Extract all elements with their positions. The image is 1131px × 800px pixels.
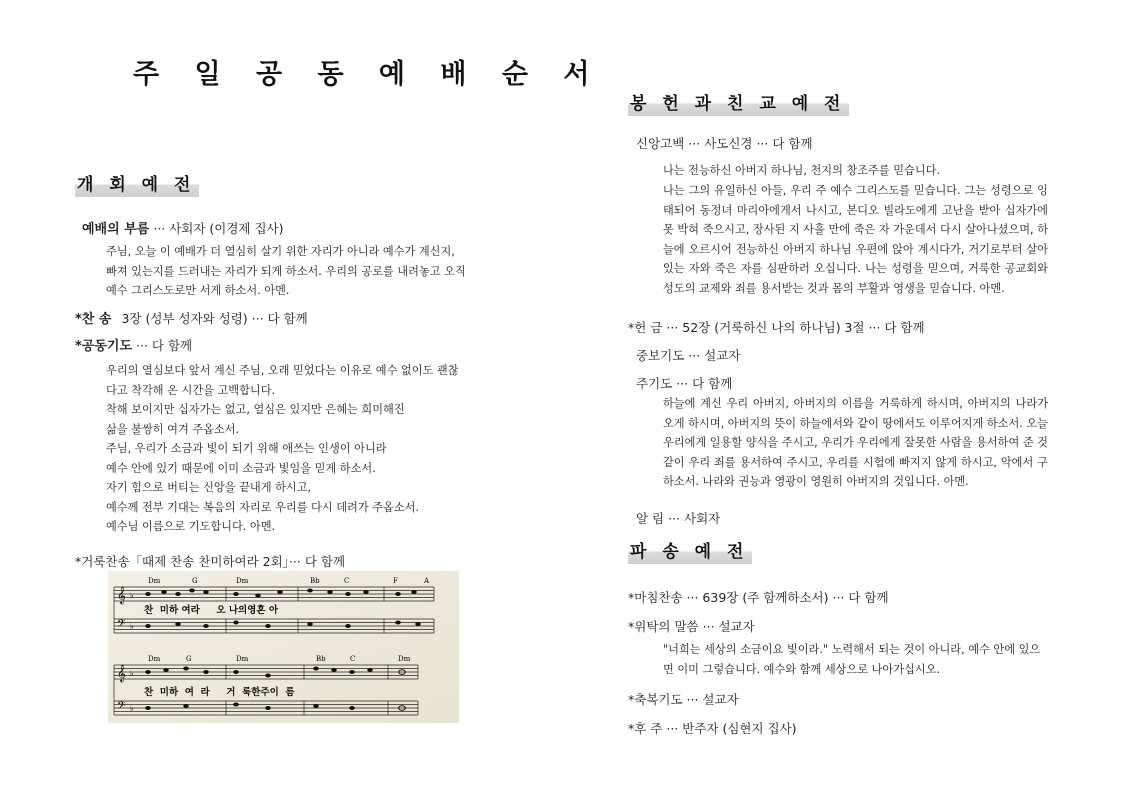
text-line: 면 이미 그렇습니다. 예수와 함께 세상으로 나아가십시오. [663, 662, 941, 676]
creed-first-line: 나는 전능하신 아버지 하나님, 천지의 창조주를 믿습니다. [663, 164, 941, 177]
chord-label: Bb [310, 577, 320, 585]
svg-text:𝄢: 𝄢 [117, 700, 126, 715]
svg-text:♭: ♭ [130, 669, 134, 678]
svg-text:𝄢: 𝄢 [117, 618, 126, 633]
music-score [108, 571, 459, 723]
page-title: 주 일 공 동 예 배 순 서 [133, 59, 603, 90]
svg-text:♭: ♭ [130, 704, 134, 713]
postlude-item: *후 주 ··· 반주자 (심현지 집사) [628, 721, 797, 736]
call-to-worship [82, 218, 284, 237]
closing-hymn-item: *마침찬송 ··· 639장 (주 함께하소서) ··· 다 함께 [628, 590, 889, 605]
intercession-item: 중보기도 ··· 설교자 [636, 348, 741, 363]
chord-label: Dm [236, 577, 249, 585]
svg-text:𝄞: 𝄞 [117, 586, 126, 604]
common-prayer-label: *공동기도 [75, 339, 133, 354]
text-line: 자기 힘으로 버티는 신앙을 끝내게 하시고, [106, 481, 312, 494]
hymn-item [75, 308, 308, 327]
commission-text [663, 640, 1040, 679]
call-to-worship-text [106, 242, 466, 301]
hymn-detail: 3장 (성부 성자와 성령) ··· 다 함께 [121, 311, 308, 326]
chord-label: G [192, 577, 198, 585]
chord-label: A [424, 577, 430, 585]
announcements-item: 알 림 ··· 사회자 [636, 511, 721, 526]
text-line: 빠져 있는지를 드러내는 자리가 되게 하소서. 우리의 공로를 내려놓고 오직 [106, 264, 466, 278]
chord-label: C [350, 655, 356, 663]
section-heading-sending: 파 송 예 전 [628, 541, 752, 564]
text-line: 우리의 열심보다 앞서 계신 주님, 오래 믿었다는 이유로 예수 없이도 괜찮 [106, 364, 459, 377]
section-heading-opening: 개 회 예 전 [75, 174, 199, 197]
text-line: 예수님 이름으로 기도합니다. 아멘. [106, 520, 276, 533]
lords-prayer-text: 하늘에 계신 우리 아버지, 아버지의 이름을 거룩하게 하시며, 아버지의 나라가 오게 하시며, 아버지의 뜻이 하늘에서와 같이 땅에서도 이루어지게 하소서. 오늘 우리에게 일용할 양식을 주시고, 우리가 우리에게 잘못한 사람을 용서하여 준 것 같이 우리 죄를 용서하여 주시고, 우리를 시험에 빠지지 않게 하시고, 악에서 구하소서. 나라와 권능과 영광이 영원히 아버지의 것입니다. 아멘. [663, 397, 1048, 488]
chord-label: G [186, 655, 192, 663]
lords-prayer-label: 주기도 [636, 376, 673, 391]
text-line: 예수께 전부 기대는 복음의 자리로 우리를 다시 데려가 주옵소서. [106, 500, 419, 514]
common-prayer-text [106, 361, 459, 537]
svg-text:♭: ♭ [130, 622, 134, 631]
creed-detail: ··· 사도신경 ··· 다 함께 [688, 136, 813, 151]
hymn-label: *찬 송 [75, 312, 112, 327]
creed-text: 나는 그의 유일하신 아들, 우리 주 예수 그리스도를 믿습니다. 그는 성령으로 잉태되어 동정녀 마리아에게서 나시고, 본디오 빌라도에게 고난을 받아 십자가에 못 박혀 죽으시고, 장사된 지 사흘 만에 죽은 자 가운데서 다시 살아나셨으며, 하늘에 오르시어 전능하신 아버지 하나님 우편에 앉아 계시다가, 거기로부터 살아 있는 자와 죽은 자를 심판하러 오십니다. 나는 성령을 믿으며, 거룩한 공교회와 성도의 교제와 죄를 용서받는 것과 몸의 부활과 영생을 믿습니다. 아멘. [663, 184, 1048, 295]
lords-prayer-detail: ··· 다 함께 [676, 376, 733, 391]
lords-prayer-item [636, 374, 732, 392]
chord-label: Bb [316, 655, 326, 663]
offering-item: *헌 금 ··· 52장 (거룩하신 나의 하나님) 3절 ··· 다 함께 [628, 320, 925, 335]
call-to-worship-label: 예배의 부름 [82, 222, 150, 237]
text-line: 예수 안에 있기 때문에 이미 소금과 빛임을 믿게 하소서. [106, 461, 376, 475]
chord-label: C [344, 577, 350, 585]
score-lyrics: 찬 미하 여라 오 나의영혼 아 [144, 605, 279, 616]
benediction-item: *축복기도 ··· 설교자 [628, 692, 739, 707]
text-line: 다고 착각해 온 시간을 고백합니다. [106, 383, 276, 397]
text-line: 예수 그리스도로만 서게 하소서. 아멘. [106, 284, 290, 297]
creed-item [636, 134, 813, 152]
common-prayer [75, 335, 192, 354]
svg-text:♭: ♭ [130, 591, 134, 600]
call-to-worship-detail: ··· 사회자 (이경제 집사) [153, 221, 284, 236]
text-line: 삶을 불쌍히 여겨 주옵소서. [106, 422, 240, 436]
creed-label: 신앙고백 [636, 136, 685, 151]
score-lyrics: 찬 미하 여 라 거 룩한주이 름 [144, 687, 295, 698]
chord-label: Dm [236, 655, 249, 663]
text-line: 주님, 우리가 소금과 빛이 되기 위해 애쓰는 인생이 아니라 [106, 442, 387, 455]
holy-hymn: *거룩찬송「때제 찬송 찬미하여라 2회」··· 다 함께 [75, 554, 346, 569]
music-score-image [108, 571, 459, 723]
text-line: 주님, 오늘 이 예배가 더 열심히 살기 위한 자리가 아니라 예수가 계신지, [106, 245, 455, 258]
chord-label: Dm [398, 655, 411, 663]
chord-label: Dm [148, 577, 161, 585]
common-prayer-detail: ··· 다 함께 [136, 338, 193, 353]
svg-text:𝄞: 𝄞 [117, 664, 126, 682]
chord-label: F [393, 577, 398, 585]
commission-item: *위탁의 말씀 ··· 설교자 [628, 619, 755, 634]
text-line: 착해 보이지만 십자가는 없고, 열심은 있지만 은혜는 희미해진 [106, 403, 405, 416]
section-heading-offering: 봉 헌 과 친 교 예 전 [628, 93, 849, 116]
text-line: "너희는 세상의 소금이요 빛이라." 노력해서 되는 것이 아니라, 예수 안에 있으 [663, 643, 1041, 656]
chord-label: Dm [148, 655, 161, 663]
